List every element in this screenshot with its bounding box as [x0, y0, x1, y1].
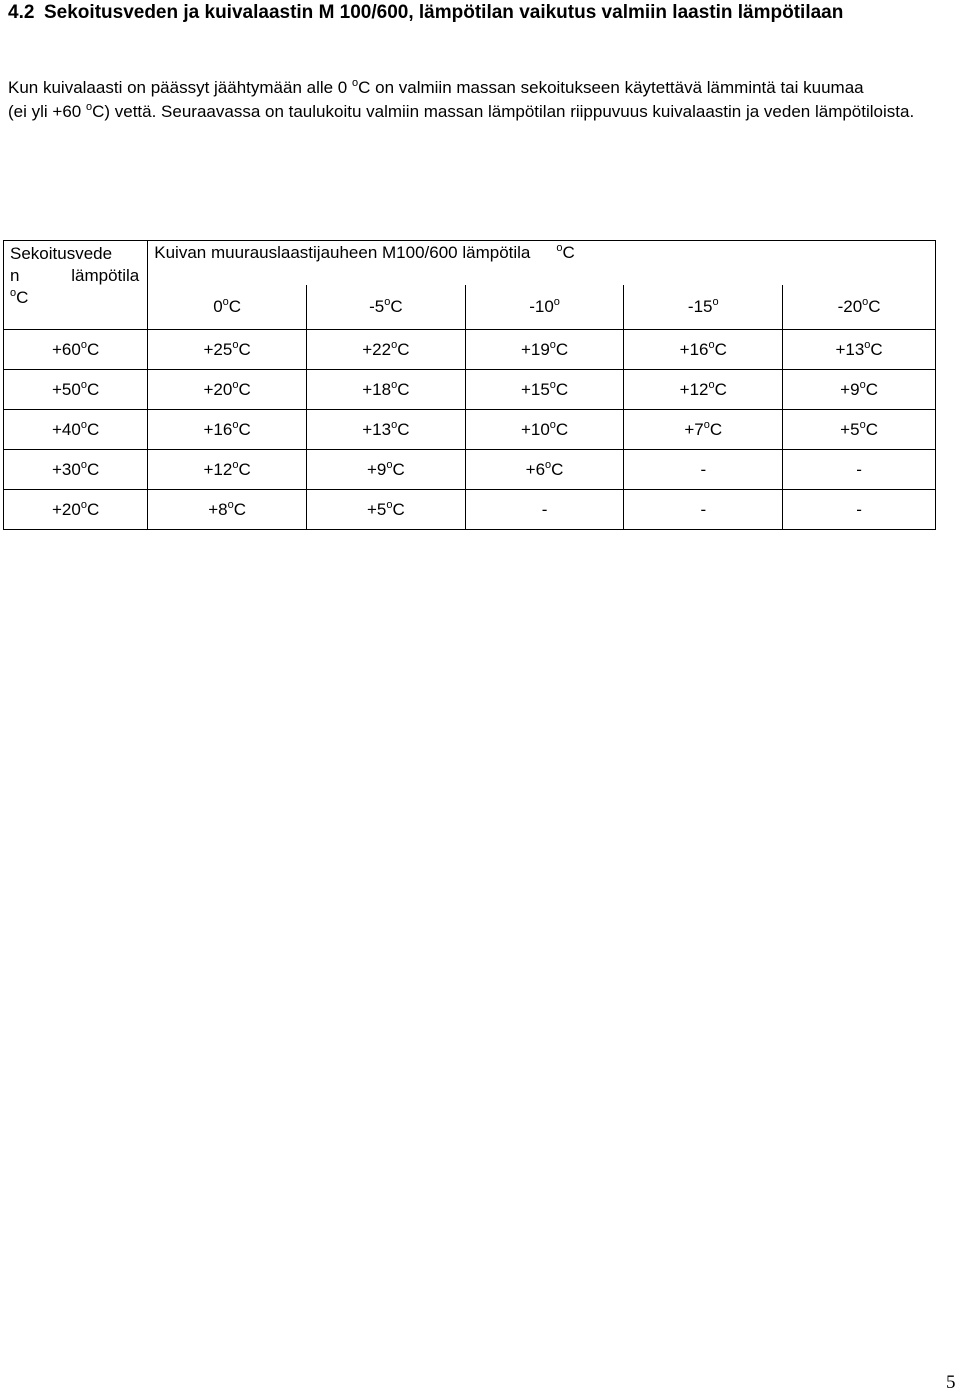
degree-mark: o — [351, 77, 359, 89]
degree-mark: o — [232, 338, 239, 351]
mortar-temperature-value: +12 — [679, 379, 709, 399]
intro-text-2a: (ei yli +60 — [8, 101, 86, 121]
mortar-temperature-cell: $+12^oC$ — [148, 450, 307, 490]
mortar-temperature-cell: $+16^oC$ — [148, 410, 307, 450]
corner-line-2a: n — [10, 266, 20, 285]
mortar-temperature-cell: $+9^oC$ — [783, 370, 936, 410]
column-header-4 — [783, 285, 936, 330]
mortar-temperature-cell: $+7^oC$ — [624, 410, 783, 450]
intro-text-1a: Kun kuivalaasti on päässyt jäähtymään alle 0 — [8, 78, 352, 97]
water-temperature-value: +40 — [52, 419, 81, 439]
table-row — [4, 330, 936, 370]
degree-mark: o — [80, 338, 87, 351]
section-heading — [8, 0, 908, 26]
mortar-temperature-value: +13 — [362, 419, 392, 439]
degree-mark: o — [384, 296, 391, 308]
degree-mark: o — [232, 418, 239, 431]
mortar-temperature-cell — [624, 490, 783, 530]
temperature-table — [3, 240, 936, 530]
table-row — [4, 410, 936, 450]
mortar-temperature-value: +16 — [679, 339, 709, 359]
page-number: 5 — [946, 1372, 956, 1393]
column-header-unit: C — [228, 297, 242, 316]
corner-line-2b: lämpötila — [71, 266, 140, 285]
mortar-temperature-cell: $+19^oC$ — [465, 330, 624, 370]
degree-mark: o — [708, 378, 715, 391]
water-temperature-cell: $+60^oC$ — [4, 330, 148, 370]
water-temperature-value: +50 — [52, 379, 81, 399]
column-header-unit: C — [390, 297, 403, 316]
degree-mark: o — [553, 296, 560, 308]
corner-line-2 — [10, 265, 147, 287]
corner-header — [4, 241, 148, 330]
intro-text-2b: C) vettä. Seuraavassa on taulukoitu valmiin massan lämpötilan riippuvuus kuivalaastin ja veden lämpötiloista. — [92, 101, 915, 121]
mortar-temperature-cell: $+5^oC$ — [783, 410, 936, 450]
mortar-temperature-value: +19 — [520, 339, 550, 359]
water-temperature-value: +60 — [52, 339, 81, 359]
mortar-temperature-cell: $+12^oC$ — [624, 370, 783, 410]
mortar-temperature-cell — [783, 450, 936, 490]
mortar-temperature-cell — [783, 490, 936, 530]
mortar-temperature-cell: $+13^oC$ — [783, 330, 936, 370]
column-header-2 — [465, 285, 624, 330]
group-header-text: Kuivan muurauslaastijauheen M100/600 lämpötila — [154, 243, 531, 262]
intro-paragraph — [8, 76, 938, 123]
mortar-temperature-cell: $+15^oC$ — [465, 370, 624, 410]
degree-mark: o — [10, 287, 17, 299]
column-header-value: -10 — [529, 297, 554, 316]
water-temperature-cell: $+40^oC$ — [4, 410, 148, 450]
mortar-temperature-cell: $+6^oC$ — [465, 450, 624, 490]
mortar-temperature-value: - — [700, 499, 707, 519]
section-title: Sekoitusveden ja kuivalaastin M 100/600, lämpötilan vaikutus valmiin laastin lämpötilaan — [44, 2, 844, 23]
degree-mark: o — [391, 378, 398, 391]
mortar-temperature-value: +20 — [203, 379, 233, 399]
mortar-temperature-cell — [465, 490, 624, 530]
water-temperature-cell: $+20^oC$ — [4, 490, 148, 530]
degree-mark: o — [708, 338, 715, 351]
column-header-unit: C — [868, 297, 881, 316]
intro-text-1b: C on valmiin massan sekoitukseen käytettävä lämmintä tai kuumaa — [358, 78, 864, 97]
table-row — [4, 370, 936, 410]
mortar-temperature-value: - — [700, 459, 707, 479]
column-header-value: 0 — [213, 297, 223, 316]
degree-mark: o — [386, 498, 393, 511]
mortar-temperature-cell: $+16^oC$ — [624, 330, 783, 370]
group-header-unit-text: C — [562, 243, 575, 262]
table-row — [4, 450, 936, 490]
degree-mark: o — [549, 378, 556, 391]
mortar-temperature-cell: $+5^oC$ — [306, 490, 465, 530]
mortar-temperature-value: - — [856, 499, 862, 519]
mortar-temperature-value: +8 — [208, 499, 228, 519]
mortar-temperature-value: +16 — [203, 419, 233, 439]
degree-mark: o — [712, 296, 719, 308]
degree-mark: o — [227, 498, 234, 511]
mortar-temperature-value: +5 — [366, 499, 387, 519]
mortar-temperature-value: +9 — [840, 379, 860, 399]
degree-mark: o — [859, 378, 866, 391]
degree-mark: o — [391, 338, 398, 351]
degree-mark: o — [386, 458, 393, 471]
mortar-temperature-cell: $+22^oC$ — [306, 330, 465, 370]
degree-mark: o — [859, 418, 866, 431]
mortar-temperature-cell: $+25^oC$ — [148, 330, 307, 370]
water-temperature-cell: $+50^oC$ — [4, 370, 148, 410]
group-header — [148, 241, 936, 286]
degree-mark: o — [545, 458, 552, 471]
mortar-temperature-value: +6 — [525, 459, 546, 479]
degree-mark: o — [80, 378, 87, 391]
column-header-3 — [624, 285, 783, 330]
mortar-temperature-cell — [624, 450, 783, 490]
degree-mark: o — [232, 378, 239, 391]
degree-mark: o — [556, 242, 563, 254]
mortar-temperature-value: +5 — [840, 419, 860, 439]
mortar-temperature-cell: $+20^oC$ — [148, 370, 307, 410]
degree-mark: o — [85, 100, 93, 113]
degree-mark: o — [232, 458, 239, 471]
degree-mark: o — [549, 418, 556, 431]
mortar-temperature-value: +22 — [362, 339, 392, 359]
mortar-temperature-cell: $+10^oC$ — [465, 410, 624, 450]
mortar-temperature-value: +13 — [835, 339, 865, 359]
water-temperature-cell: $+30^oC$ — [4, 450, 148, 490]
group-header-unit — [556, 242, 574, 264]
degree-mark: o — [391, 418, 398, 431]
mortar-temperature-value: +10 — [520, 419, 550, 439]
mortar-temperature-value: +25 — [203, 339, 233, 359]
section-number: 4.2 — [8, 2, 35, 23]
mortar-temperature-value: +18 — [362, 379, 392, 399]
degree-mark: o — [862, 296, 869, 308]
table-header-row — [4, 241, 936, 286]
corner-line-3 — [10, 287, 147, 309]
mortar-temperature-value: - — [856, 459, 862, 479]
degree-mark: o — [80, 458, 87, 471]
mortar-temperature-cell: $+9^oC$ — [306, 450, 465, 490]
degree-mark: o — [80, 418, 87, 431]
water-temperature-value: +20 — [52, 499, 81, 519]
mortar-temperature-value: +9 — [366, 459, 387, 479]
degree-mark: o — [703, 418, 710, 431]
mortar-temperature-cell: $+18^oC$ — [306, 370, 465, 410]
water-temperature-value: +30 — [52, 459, 81, 479]
column-header-0 — [148, 285, 307, 330]
degree-mark: o — [549, 338, 556, 351]
corner-unit: C — [16, 288, 29, 307]
column-header-1 — [306, 285, 465, 330]
column-header-value: -20 — [837, 297, 863, 316]
degree-mark: o — [222, 296, 229, 308]
column-header-value: -15 — [687, 297, 713, 316]
mortar-temperature-cell: $+8^oC$ — [148, 490, 307, 530]
column-header-value: -5 — [369, 297, 385, 316]
mortar-temperature-value: +15 — [520, 379, 550, 399]
corner-line-1: Sekoitusvede — [10, 244, 113, 263]
mortar-temperature-value: +12 — [203, 459, 233, 479]
table-row — [4, 490, 936, 530]
mortar-temperature-value: - — [541, 499, 548, 519]
degree-mark: o — [80, 498, 87, 511]
mortar-temperature-value: +7 — [684, 419, 704, 439]
mortar-temperature-cell: $+13^oC$ — [306, 410, 465, 450]
degree-mark: o — [864, 338, 871, 351]
